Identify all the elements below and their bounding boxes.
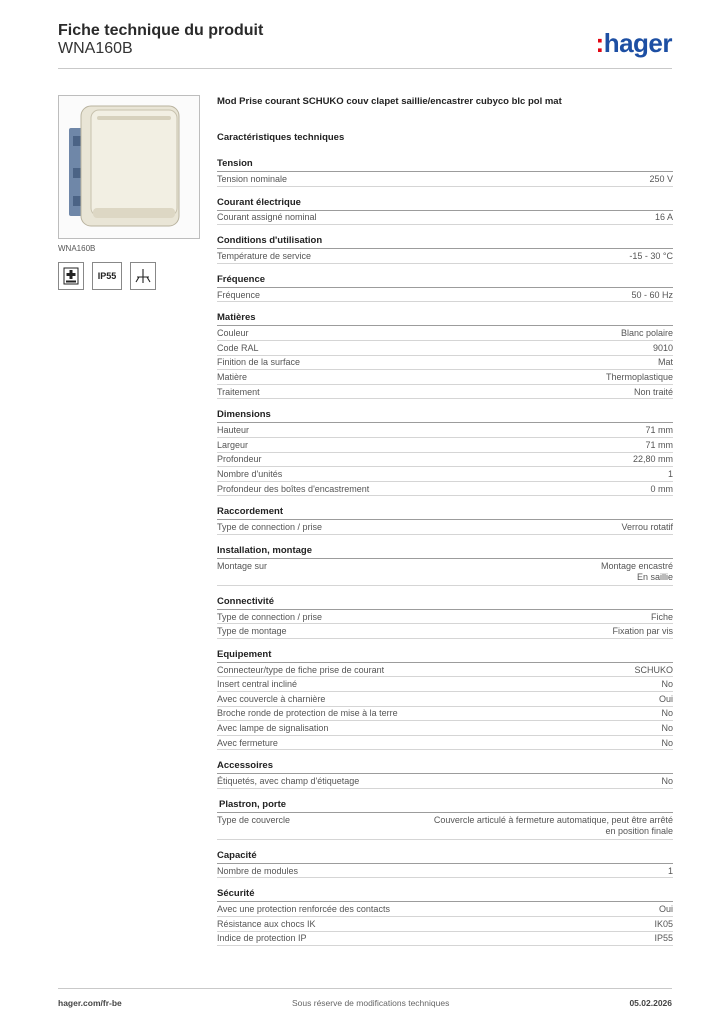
spec-value: Thermoplastique <box>605 371 673 382</box>
spec-row <box>217 864 673 879</box>
section-title: Dimensions <box>217 407 673 423</box>
spec-value: No <box>661 708 673 719</box>
spec-section <box>217 272 673 303</box>
spec-label: Montage sur <box>217 560 268 571</box>
spec-value: 250 V <box>649 173 673 184</box>
spec-label: Code RAL <box>217 342 259 353</box>
spec-row <box>217 624 673 639</box>
spec-value: Blanc polaire <box>620 328 673 339</box>
spec-row <box>217 774 673 789</box>
spec-row <box>217 453 673 468</box>
spec-section <box>217 647 673 751</box>
spec-value: No <box>661 679 673 690</box>
spec-section <box>217 594 673 639</box>
section-title: Tension <box>217 156 673 172</box>
spec-row <box>217 211 673 226</box>
spec-content <box>217 94 673 946</box>
spec-row <box>217 326 673 341</box>
spec-value: Oui <box>658 904 673 915</box>
spec-row <box>217 356 673 371</box>
spec-row <box>217 249 673 264</box>
footer-disclaimer: Sous réserve de modifications techniques <box>292 998 450 1008</box>
section-title: Connectivité <box>217 594 673 610</box>
spec-value: Fixation par vis <box>612 626 673 637</box>
spec-value: Couvercle articulé à fermeture automatique, peut être arrêté en position finale <box>433 814 673 836</box>
footer-website[interactable]: hager.com/fr-be <box>58 998 122 1008</box>
spec-label: Étiquetés, avec champ d'étiquetage <box>217 776 360 787</box>
spec-row <box>217 438 673 453</box>
spec-section <box>217 195 673 226</box>
spec-section <box>217 310 673 399</box>
spec-label: Indice de protection IP <box>217 933 307 944</box>
product-reference: WNA160B <box>58 40 133 57</box>
spec-label: Tension nominale <box>217 173 288 184</box>
page-title: Fiche technique du produit <box>58 22 264 39</box>
spec-section <box>217 156 673 187</box>
spec-row <box>217 721 673 736</box>
spec-row <box>217 677 673 692</box>
spec-label: Avec couvercle à charnière <box>217 693 326 704</box>
spec-section <box>217 758 673 789</box>
ground-symbol-icon <box>130 262 156 290</box>
spec-section <box>217 233 673 264</box>
spec-label: Avec fermeture <box>217 737 278 748</box>
spec-row <box>217 902 673 917</box>
spec-row <box>217 423 673 438</box>
logo-text: hager <box>603 28 672 58</box>
spec-label: Traitement <box>217 386 260 397</box>
spec-label: Avec une protection renforcée des contacts <box>217 904 390 915</box>
ip55-badge: IP55 <box>92 262 122 290</box>
section-title: Capacité <box>217 848 673 864</box>
spec-label: Nombre de modules <box>217 865 299 876</box>
spec-row <box>217 813 673 840</box>
class2-double-insulation-icon <box>58 262 84 290</box>
spec-value: IK05 <box>654 918 673 929</box>
spec-label: Fréquence <box>217 289 261 300</box>
section-title: Raccordement <box>217 504 673 520</box>
spec-row <box>217 707 673 722</box>
certification-badges <box>58 262 156 290</box>
spec-value: Montage encastré En saillie <box>600 560 673 582</box>
section-title: Courant électrique <box>217 195 673 211</box>
spec-label: Matière <box>217 371 248 382</box>
spec-label: Largeur <box>217 439 249 450</box>
spec-label: Profondeur des boîtes d'encastrement <box>217 483 370 494</box>
spec-label: Avec lampe de signalisation <box>217 723 329 734</box>
spec-row <box>217 663 673 678</box>
section-title: Fréquence <box>217 272 673 288</box>
footer-date: 05.02.2026 <box>629 998 672 1008</box>
spec-value: Verrou rotatif <box>621 522 673 533</box>
spec-row <box>217 917 673 932</box>
spec-row <box>217 288 673 303</box>
spec-section <box>217 407 673 496</box>
spec-value: No <box>661 723 673 734</box>
section-title: Installation, montage <box>217 543 673 559</box>
spec-row <box>217 692 673 707</box>
spec-value: -15 - 30 °C <box>629 250 673 261</box>
spec-value: 50 - 60 Hz <box>631 289 673 300</box>
section-title: Conditions d'utilisation <box>217 233 673 249</box>
spec-row <box>217 482 673 497</box>
socket-product-image <box>58 95 200 239</box>
spec-label: Nombre d'unités <box>217 468 283 479</box>
spec-value: Fiche <box>650 611 673 622</box>
spec-label: Couleur <box>217 328 249 339</box>
spec-value: Non traité <box>633 386 673 397</box>
spec-label: Courant assigné nominal <box>217 212 317 223</box>
spec-value: IP55 <box>654 933 673 944</box>
section-title: Equipement <box>217 647 673 663</box>
spec-value: 71 mm <box>645 439 673 450</box>
spec-row <box>217 736 673 751</box>
spec-section <box>217 797 673 840</box>
spec-row <box>217 172 673 187</box>
spec-row <box>217 559 673 586</box>
spec-label: Insert central incliné <box>217 679 298 690</box>
logo-colon: : <box>595 28 604 58</box>
spec-label: Type de couvercle <box>217 814 291 825</box>
spec-value: 9010 <box>652 342 673 353</box>
section-title: Sécurité <box>217 886 673 902</box>
section-title: Plastron, porte <box>217 797 673 813</box>
spec-label: Finition de la surface <box>217 357 301 368</box>
spec-sections <box>217 156 673 946</box>
spec-row <box>217 610 673 625</box>
spec-row <box>217 385 673 400</box>
spec-section <box>217 848 673 879</box>
spec-label: Broche ronde de protection de mise à la terre <box>217 708 398 719</box>
spec-value: 22,80 mm <box>632 454 673 465</box>
spec-section <box>217 504 673 535</box>
spec-label: Hauteur <box>217 425 250 436</box>
spec-value: 71 mm <box>645 425 673 436</box>
spec-section <box>217 886 673 946</box>
spec-value: Oui <box>658 693 673 704</box>
spec-label: Connecteur/type de fiche prise de courant <box>217 664 385 675</box>
spec-label: Résistance aux chocs IK <box>217 918 316 929</box>
spec-row <box>217 341 673 356</box>
spec-value: 1 <box>667 865 673 876</box>
section-title: Matières <box>217 310 673 326</box>
spec-value: Mat <box>657 357 673 368</box>
spec-value: SCHUKO <box>634 664 673 675</box>
spec-value: 1 <box>667 468 673 479</box>
section-title: Accessoires <box>217 758 673 774</box>
spec-row <box>217 932 673 947</box>
spec-label: Température de service <box>217 250 312 261</box>
product-description: Mod Prise courant SCHUKO couv clapet saillie/encastrer cubyco blc pol mat <box>217 96 562 107</box>
spec-row <box>217 467 673 482</box>
spec-row <box>217 520 673 535</box>
spec-row <box>217 370 673 385</box>
spec-section <box>217 543 673 586</box>
hager-logo <box>596 28 672 59</box>
spec-label: Profondeur <box>217 454 262 465</box>
image-caption: WNA160B <box>58 244 96 253</box>
spec-value: 16 A <box>654 212 673 223</box>
spec-heading: Caractéristiques techniques <box>217 132 345 143</box>
spec-label: Type de connection / prise <box>217 611 323 622</box>
header-divider <box>58 68 672 69</box>
spec-value: 0 mm <box>650 483 673 494</box>
footer-divider <box>58 988 672 989</box>
spec-label: Type de connection / prise <box>217 522 323 533</box>
spec-value: No <box>661 776 673 787</box>
spec-label: Type de montage <box>217 626 287 637</box>
spec-value: No <box>661 737 673 748</box>
